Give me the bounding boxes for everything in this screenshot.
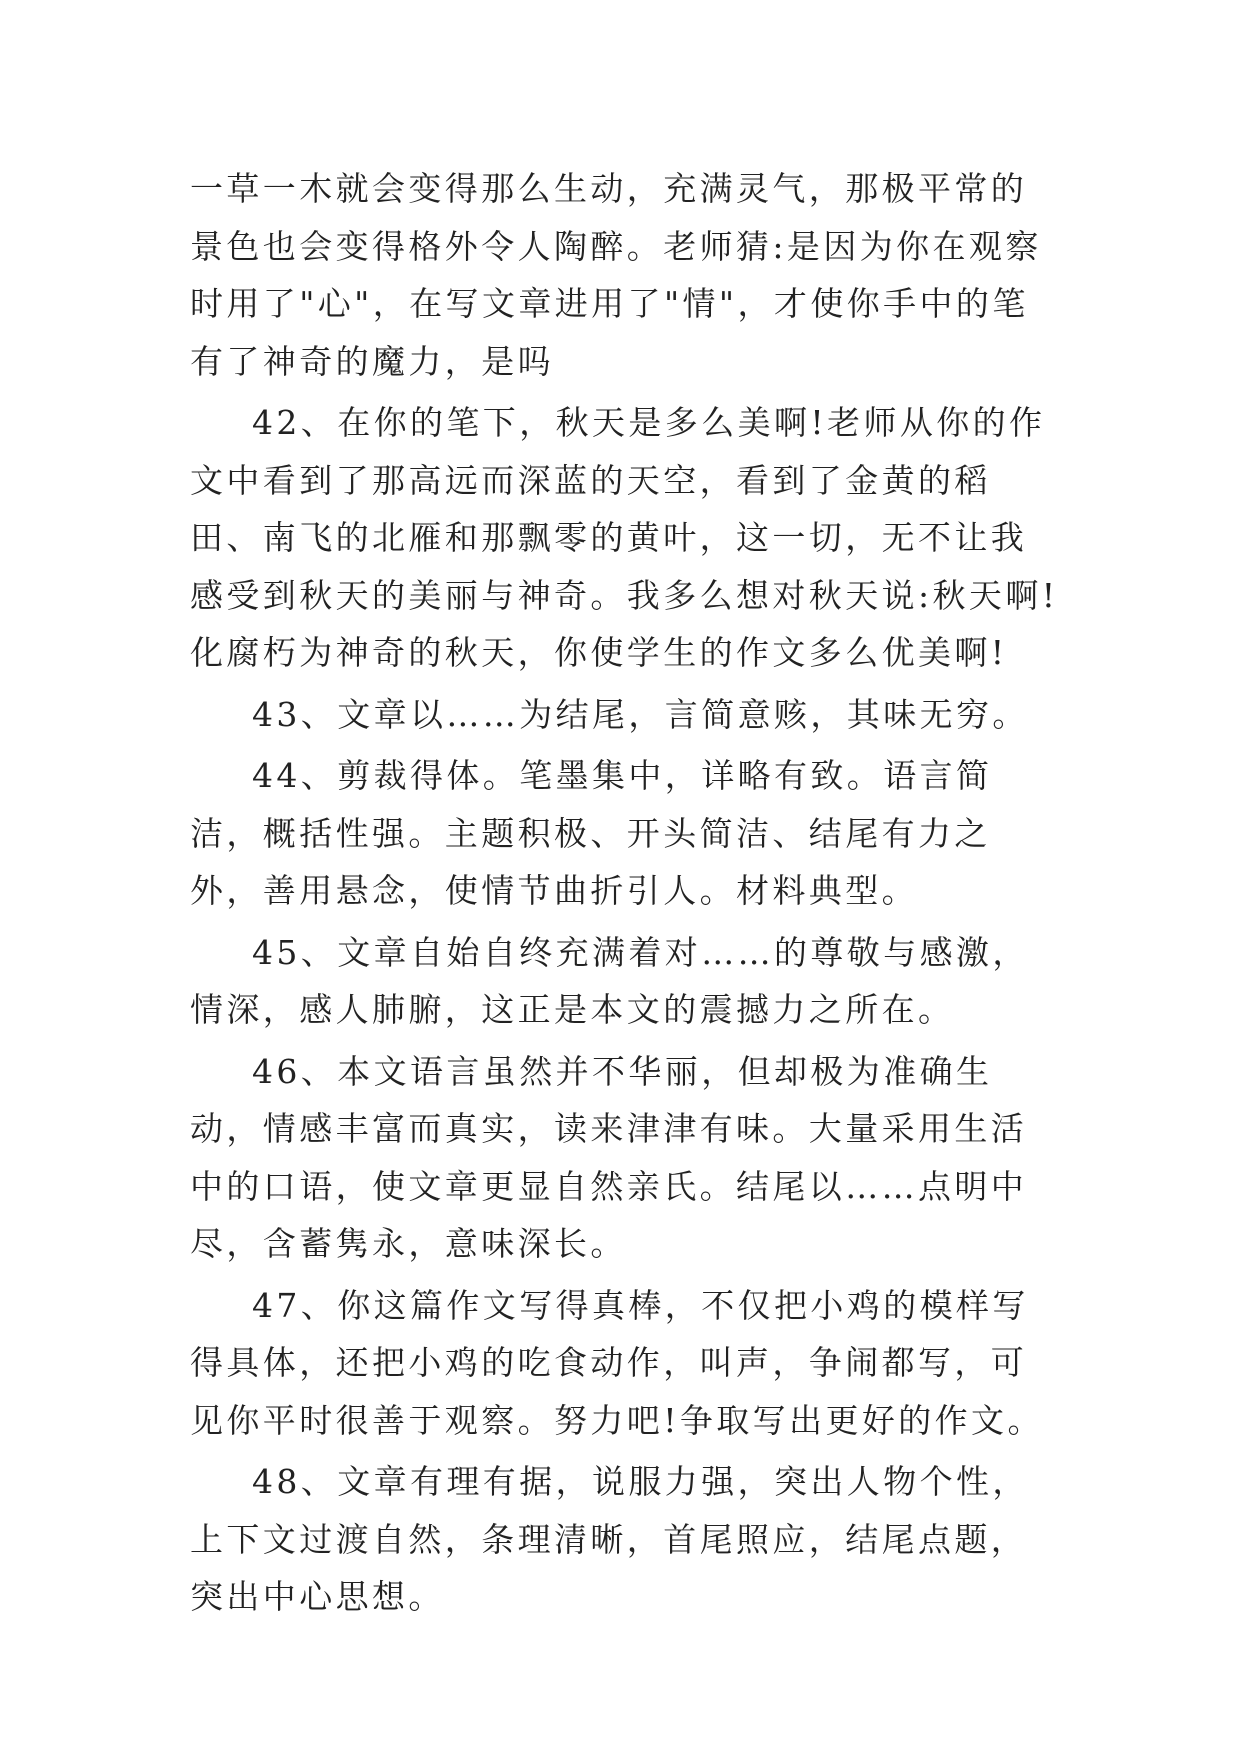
paragraph-45: 45、文章自始自终充满着对……的尊敬与感激，情深，感人肺腑，这正是本文的震撼力之所在。 (190, 932, 1029, 1029)
paragraph-47: 47、你这篇作文写得真棒，不仅把小鸡的模样写得具体，还把小鸡的吃食动作，叫声，争闹都写，可见你平时很善于观察。努力吧!争取写出更好的作文。 (190, 1285, 1044, 1440)
paragraph-48: 48、文章有理有据，说服力强，突出人物个性，上下文过渡自然，条理清晰，首尾照应，结尾点题，突出中心思想。 (190, 1462, 1029, 1616)
document-body (190, 160, 1060, 1630)
paragraph-continuation: 一草一木就会变得那么生动，充满灵气，那极平常的景色也会变得格外令人陶醉。老师猜:是因为你在观察时用了"心"，在写文章进用了"情"，才使你手中的笔有了神奇的魔力，是吗 (190, 169, 1042, 381)
paragraph-43: 43、文章以……为结尾，言简意赅，其味无穷。 (252, 694, 1029, 734)
paragraph-46: 46、本文语言虽然并不华丽，但却极为准确生动，情感丰富而真实，读来津津有味。大量采用生活中的口语，使文章更显自然亲氏。结尾以……点明中尽，含蓄隽永，意味深长。 (190, 1051, 1028, 1263)
paragraph-42: 42、在你的笔下，秋天是多么美啊!老师从你的作文中看到了那高远而深蓝的天空，看到了金黄的稻田、南飞的北雁和那飘零的黄叶，这一切，无不让我感受到秋天的美丽与神奇。我多么想对秋天说:秋天啊!化腐朽为神奇的秋天，你使学生的作文多么优美啊! (190, 403, 1059, 672)
paragraph-44: 44、剪裁得体。笔墨集中，详略有致。语言简洁，概括性强。主题积极、开头简洁、结尾有力之外，善用悬念，使情节曲折引人。材料典型。 (190, 756, 993, 910)
